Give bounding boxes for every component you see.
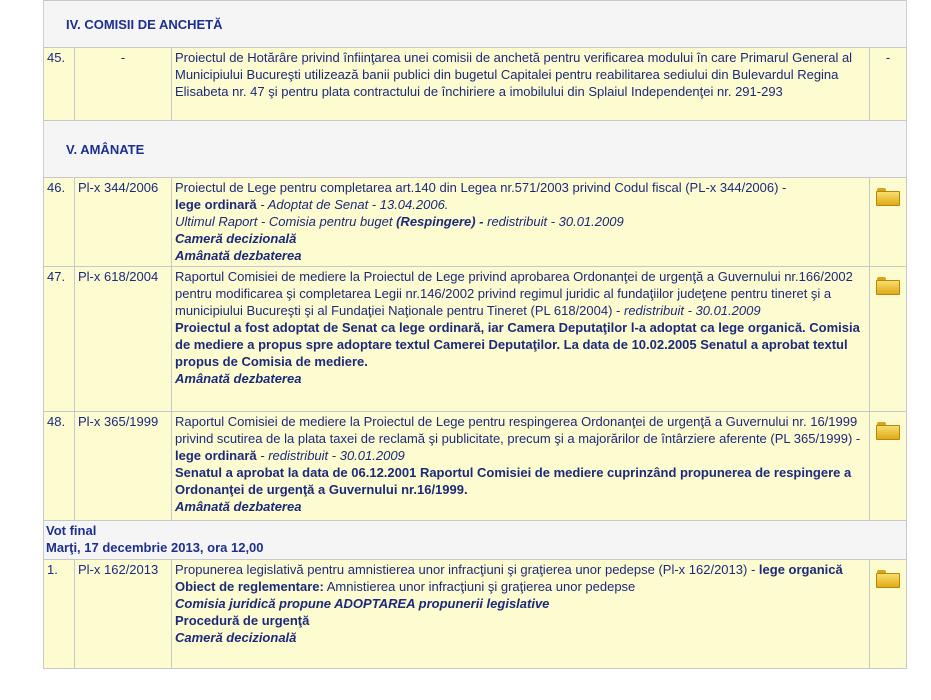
row-number: 1. [44, 560, 75, 669]
row-icon-cell[interactable] [870, 560, 907, 669]
table-row [44, 178, 907, 267]
row-code: Pl-x 344/2006 [75, 178, 172, 267]
redistributed: redistribuit - 30.01.2009 [483, 214, 624, 229]
row-extra: - [870, 48, 907, 121]
vote-final-title: Vot final [46, 523, 97, 538]
agenda-table [43, 0, 907, 669]
folder-icon[interactable] [876, 277, 900, 295]
postponed-label: Amânată dezbaterea [175, 499, 302, 514]
postponed-label: Amânată dezbaterea [175, 248, 302, 263]
section-header-v [44, 121, 907, 178]
row-code: Pl-x 162/2013 [75, 560, 172, 669]
row-number: 47. [44, 267, 75, 412]
vote-final-block [44, 521, 907, 560]
row-number: 45. [44, 48, 75, 121]
agenda-table-container [43, 0, 907, 669]
redistributed: - redistribuit - 30.01.2009 [256, 448, 405, 463]
row-icon-cell[interactable] [870, 267, 907, 412]
law-type: lege organică [758, 562, 843, 577]
row-icon-cell[interactable] [870, 178, 907, 267]
vote-final-date: Marţi, 17 decembrie 2013, ora 12,00 [46, 540, 264, 555]
table-row [44, 48, 907, 121]
object-label: Obiect de reglementare: [175, 579, 324, 594]
postponed-label: Amânată dezbaterea [175, 371, 302, 386]
row-code: Pl-x 365/1999 [75, 412, 172, 521]
row-number: 48. [44, 412, 75, 521]
section-title: IV. COMISII DE ANCHETĂ [44, 1, 907, 48]
row-text: Proiectul de Hotărâre privind înfiinţarea unei comisii de anchetă pentru verificarea modului în care Primarul General al Municipiului Bucureşti utilizează banii publici din bugetul Capitalei pentru reabilitarea sediului din Bulevardul Regina Elisabeta nr. 47 şi pentru plata contractului de închiriere a imobilului din Splaiul Independenţei nr. 291-293 [172, 48, 870, 121]
law-type: lege ordinară [175, 197, 257, 212]
row-code: - [75, 48, 172, 121]
row-content [172, 560, 870, 669]
section-title: V. AMÂNATE [44, 121, 907, 178]
object-text: Amnistierea unor infracţiuni şi graţierea unor pedepse [323, 579, 636, 594]
redistributed: redistribuit - 30.01.2009 [620, 303, 761, 318]
table-row [44, 412, 907, 521]
row-code: Pl-x 618/2004 [75, 267, 172, 412]
report-link[interactable]: Ultimul Raport - Comisia pentru buget [175, 214, 393, 229]
folder-icon[interactable] [876, 422, 900, 440]
section-header-iv [44, 1, 907, 48]
row-content [172, 267, 870, 412]
row-number: 46. [44, 178, 75, 267]
vote-final-header [44, 521, 907, 560]
decision-chamber: Cameră decizională [175, 231, 297, 246]
folder-icon[interactable] [876, 570, 900, 588]
row-content [172, 178, 870, 267]
row-content [172, 412, 870, 521]
row-note: Senatul a aprobat la data de 06.12.2001 Raportul Comisiei de mediere cuprinzând propunerea de respingere a Ordonanţei de urgenţă a Guvernului nr.16/1999. [175, 465, 852, 497]
row-text: Propunerea legislativă pentru amnistierea unor infracţiuni şi graţierea unor pedepse (Pl-x 162/2013) - [175, 562, 756, 577]
committee-proposal: Comisia juridică propune ADOPTAREA propunerii legislative [175, 596, 550, 611]
row-status: - Adoptat de Senat - 13.04.2006. [256, 197, 449, 212]
report-result: (Respingere) - [392, 214, 484, 229]
row-text: Proiectul de Lege pentru completarea art.140 din Legea nr.571/2003 privind Codul fiscal (PL-x 344/2006) - [175, 180, 787, 195]
law-type: lege ordinară [175, 448, 257, 463]
table-row [44, 267, 907, 412]
table-row [44, 560, 907, 669]
row-text: Raportul Comisiei de mediere la Proiectul de Lege privind aprobarea Ordonanţei de urgenţă a Guvernului nr.166/2002 pentru modificarea şi completarea Legii nr.146/2002 privind regimul juridic al fundaţiilor judeţene pentru tineret şi a municipiului Bucureşti şi al Fundaţiei Naţionale pentru Tineret (PL 618/2004) - [175, 269, 853, 318]
decision-chamber: Cameră decizională [175, 630, 297, 645]
procedure-label: Procedură de urgenţă [175, 613, 310, 628]
row-note: Proiectul a fost adoptat de Senat ca lege ordinară, iar Camera Deputaţilor l-a adoptat ca lege organică. Comisia de mediere a propus spre adoptare textul Camerei Deputaţilor. La data de 10.02.2005 Senatul a aprobat textul propus de Comisia de mediere. [175, 320, 860, 369]
folder-icon[interactable] [876, 188, 900, 206]
row-text: Raportul Comisiei de mediere la Proiectul de Lege pentru respingerea Ordonanţei de urgenţă a Guvernului nr. 16/1999 privind scutirea de la plata taxei de reclamă şi publicitate, precum şi a majorărilor de întârziere aferente (PL 365/1999) - [175, 414, 861, 446]
row-icon-cell[interactable] [870, 412, 907, 521]
